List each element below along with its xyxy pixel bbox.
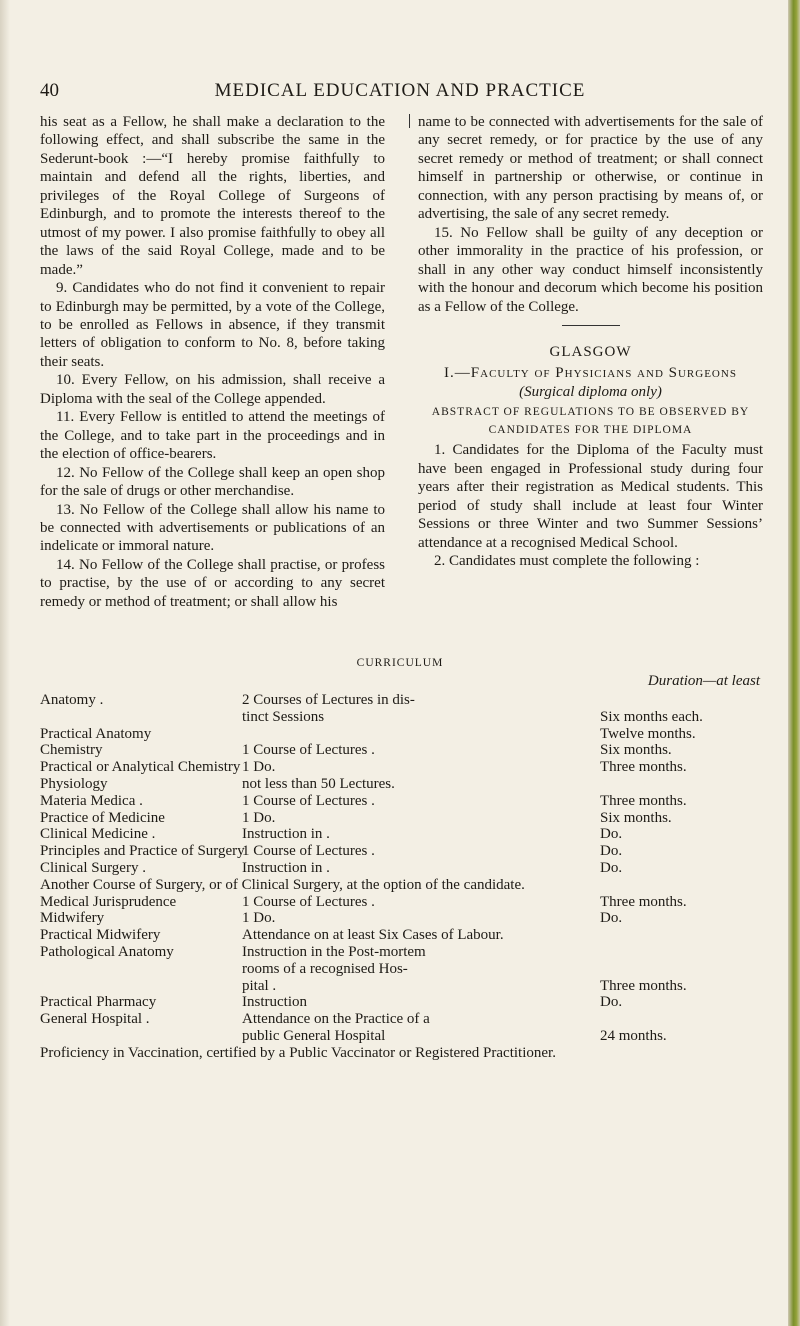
- right-column: [418, 113, 763, 571]
- curriculum-duration: Twelve months.: [600, 725, 696, 742]
- curriculum-course: 2 Courses of Lectures in dis-: [242, 692, 415, 708]
- curriculum-duration: Six months.: [600, 809, 672, 826]
- curriculum-course: 1 Course of Lectures .: [242, 792, 375, 809]
- curriculum-course: not less than 50 Lectures.: [242, 776, 395, 792]
- curriculum-subject: Midwifery: [40, 910, 105, 927]
- curriculum-course: 1 Do.: [242, 759, 276, 776]
- curriculum-course: Instruction: [242, 994, 307, 1011]
- curriculum-row: [0, 978, 800, 996]
- curriculum-course: Attendance on at least Six Cases of Labour.: [242, 927, 504, 944]
- curriculum-row: [0, 927, 800, 945]
- paragraph-10: 10. Every Fellow, on his admission, shall receive a Diploma with the seal of the College appended.: [40, 372, 385, 407]
- curriculum-subject: Clinical Medicine .: [40, 826, 156, 843]
- curriculum-subject: Practical Pharmacy: [40, 994, 157, 1011]
- curriculum-row: [0, 843, 800, 861]
- curriculum-row: [0, 1028, 800, 1046]
- curriculum-row: [0, 894, 800, 912]
- curriculum-duration: Three months.: [600, 792, 687, 809]
- regulation-1: 1. Candidates for the Diploma of the Faculty must have been engaged in Professional study during four years after their registration as Medical students. This period of study shall include at least four Winter Sessions or three Winter and two Summer Sessions’ attendance at a recognised Medical School.: [418, 442, 763, 551]
- paragraph-13: 13. No Fellow of the College shall allow his name to be connected with advertisements or publications of an indelicate or immoral nature.: [40, 501, 385, 555]
- curriculum-course: 1 Do.: [242, 910, 276, 927]
- curriculum-duration: Do.: [600, 910, 623, 927]
- curriculum-row: [0, 910, 800, 928]
- curriculum-subject: Practice of Medicine: [40, 809, 165, 826]
- paragraph-declaration: his seat as a Fellow, he shall make a declaration to the following effect, and shall subscribe the same in the Sederunt-book :—“I hereby promise faithfully to maintain and defend all the rights, liberties, and privileges of the Royal College of Surgeons of Edinburgh, and to promote the interests thereof to the utmost of my power. I also promise faithfully to obey all the laws of the said Royal College, made and to be made.”: [40, 114, 385, 278]
- subsection-note: (Surgical diploma only): [519, 383, 662, 400]
- running-title: MEDICAL EDUCATION AND PRACTICE: [214, 80, 586, 101]
- curriculum-duration: Do.: [600, 826, 623, 843]
- curriculum-row: [0, 793, 800, 811]
- regulation-2: 2. Candidates must complete the following :: [434, 553, 700, 570]
- curriculum-course: Instruction in the Post-mortem: [242, 944, 426, 960]
- curriculum-subject: Clinical Surgery .: [40, 860, 146, 876]
- curriculum-course: 1 Course of Lectures .: [242, 893, 375, 910]
- curriculum-heading: CURRICULUM: [356, 657, 444, 669]
- curriculum-subject: Principles and Practice of Surgery: [40, 843, 245, 860]
- curriculum-course: pital .: [242, 977, 277, 994]
- curriculum-row: [0, 994, 800, 1012]
- curriculum-row: [0, 1045, 800, 1063]
- paragraph-14: 14. No Fellow of the College shall practise, or profess to practise, by the use of or according to any secret remedy or method of treatment; or shall allow his: [40, 556, 385, 610]
- curriculum-course: public General Hospital: [242, 1028, 386, 1044]
- curriculum-duration: Three months.: [600, 759, 687, 776]
- section-title-glasgow: GLASGOW: [549, 343, 632, 360]
- curriculum-row: [0, 692, 800, 710]
- section-divider: [562, 325, 620, 326]
- curriculum-subject: Materia Medica .: [40, 792, 143, 809]
- curriculum-note: Another Course of Surgery, or of Clinical Surgery, at the option of the candidate.: [40, 876, 525, 893]
- column-divider: [409, 114, 410, 128]
- subsection-title: I.—Faculty of Physicians and Surgeons: [444, 365, 737, 382]
- curriculum-duration: Six months.: [600, 742, 672, 759]
- curriculum-subject: Chemistry: [40, 742, 103, 759]
- curriculum-course: tinct Sessions: [242, 708, 325, 725]
- curriculum-subject: Practical Anatomy: [40, 725, 152, 742]
- paragraph-11: 11. Every Fellow is entitled to attend the meetings of the College, and to take part in the proceedings and in the election of office-bearers.: [40, 409, 385, 463]
- curriculum-duration: Three months.: [600, 893, 687, 910]
- paragraph-15: 15. No Fellow shall be guilty of any deception or other immorality in the practice of his profession, or shall in any other way conduct himself inconsistently with the honour and decorum which become his position as a Fellow of the College.: [418, 224, 763, 315]
- curriculum-row: [0, 961, 800, 979]
- curriculum-row: [0, 759, 800, 777]
- curriculum-subject: Physiology: [40, 776, 108, 792]
- curriculum-subject: Practical Midwifery: [40, 927, 161, 944]
- curriculum-duration: Do.: [600, 843, 623, 860]
- curriculum-row: [0, 826, 800, 844]
- curriculum-subject: Anatomy .: [40, 692, 104, 708]
- curriculum-subject: Practical or Analytical Chemistry: [40, 759, 241, 776]
- curriculum-duration: Three months.: [600, 977, 687, 994]
- curriculum-row: [0, 742, 800, 760]
- curriculum-course: rooms of a recognised Hos-: [242, 960, 408, 977]
- paragraph-12: 12. No Fellow of the College shall keep an open shop for the sale of drugs or other merchandise.: [40, 464, 385, 500]
- curriculum-row: [0, 1011, 800, 1029]
- curriculum-subject: General Hospital .: [40, 1011, 150, 1028]
- curriculum-row: [0, 860, 800, 878]
- paragraph-14-continued: name to be connected with advertisements for the sale of any secret remedy, or for practice by the use of any secret remedy or method of treatment; or shall connect himself in partnership or otherwise, or continue in connection, with any person practising by means of, or advertising, the sale of any secret remedy.: [418, 114, 763, 223]
- duration-heading: Duration—at least: [647, 673, 760, 689]
- paragraph-9: 9. Candidates who do not find it convenient to repair to Edinburgh may be permitted, by a vote of the College, to be enrolled as Fellows in absence, if they transmit letters of obligation to conform to No. 8, before taking their seats.: [40, 280, 385, 370]
- page-number: 40: [40, 80, 59, 101]
- curriculum-row: [0, 709, 800, 727]
- curriculum-course: 1 Course of Lectures .: [242, 742, 375, 759]
- curriculum-course: Attendance on the Practice of a: [242, 1011, 430, 1028]
- curriculum-row: [0, 776, 800, 794]
- abstract-heading: ABSTRACT OF REGULATIONS TO BE OBSERVED BY CANDIDATES FOR THE DIPLOMA: [431, 406, 750, 437]
- curriculum-duration: Do.: [600, 860, 623, 876]
- curriculum-note: Proficiency in Vaccination, certified by a Public Vaccinator or Registered Practitioner.: [40, 1044, 556, 1061]
- curriculum-row: [0, 810, 800, 828]
- curriculum-row: [0, 944, 800, 962]
- curriculum-row: [0, 726, 800, 744]
- curriculum-course: Instruction in .: [242, 826, 330, 843]
- left-column: [40, 113, 385, 611]
- curriculum-duration: 24 months.: [600, 1028, 667, 1044]
- curriculum-duration: Do.: [600, 994, 623, 1011]
- curriculum-course: 1 Course of Lectures .: [242, 843, 375, 860]
- curriculum-duration: Six months each.: [600, 708, 703, 725]
- curriculum-course: 1 Do.: [242, 809, 276, 826]
- curriculum-subject: Medical Jurisprudence: [40, 893, 177, 910]
- curriculum-subject: Pathological Anatomy: [40, 944, 174, 960]
- curriculum-row: [0, 877, 800, 895]
- curriculum-course: Instruction in .: [242, 860, 330, 876]
